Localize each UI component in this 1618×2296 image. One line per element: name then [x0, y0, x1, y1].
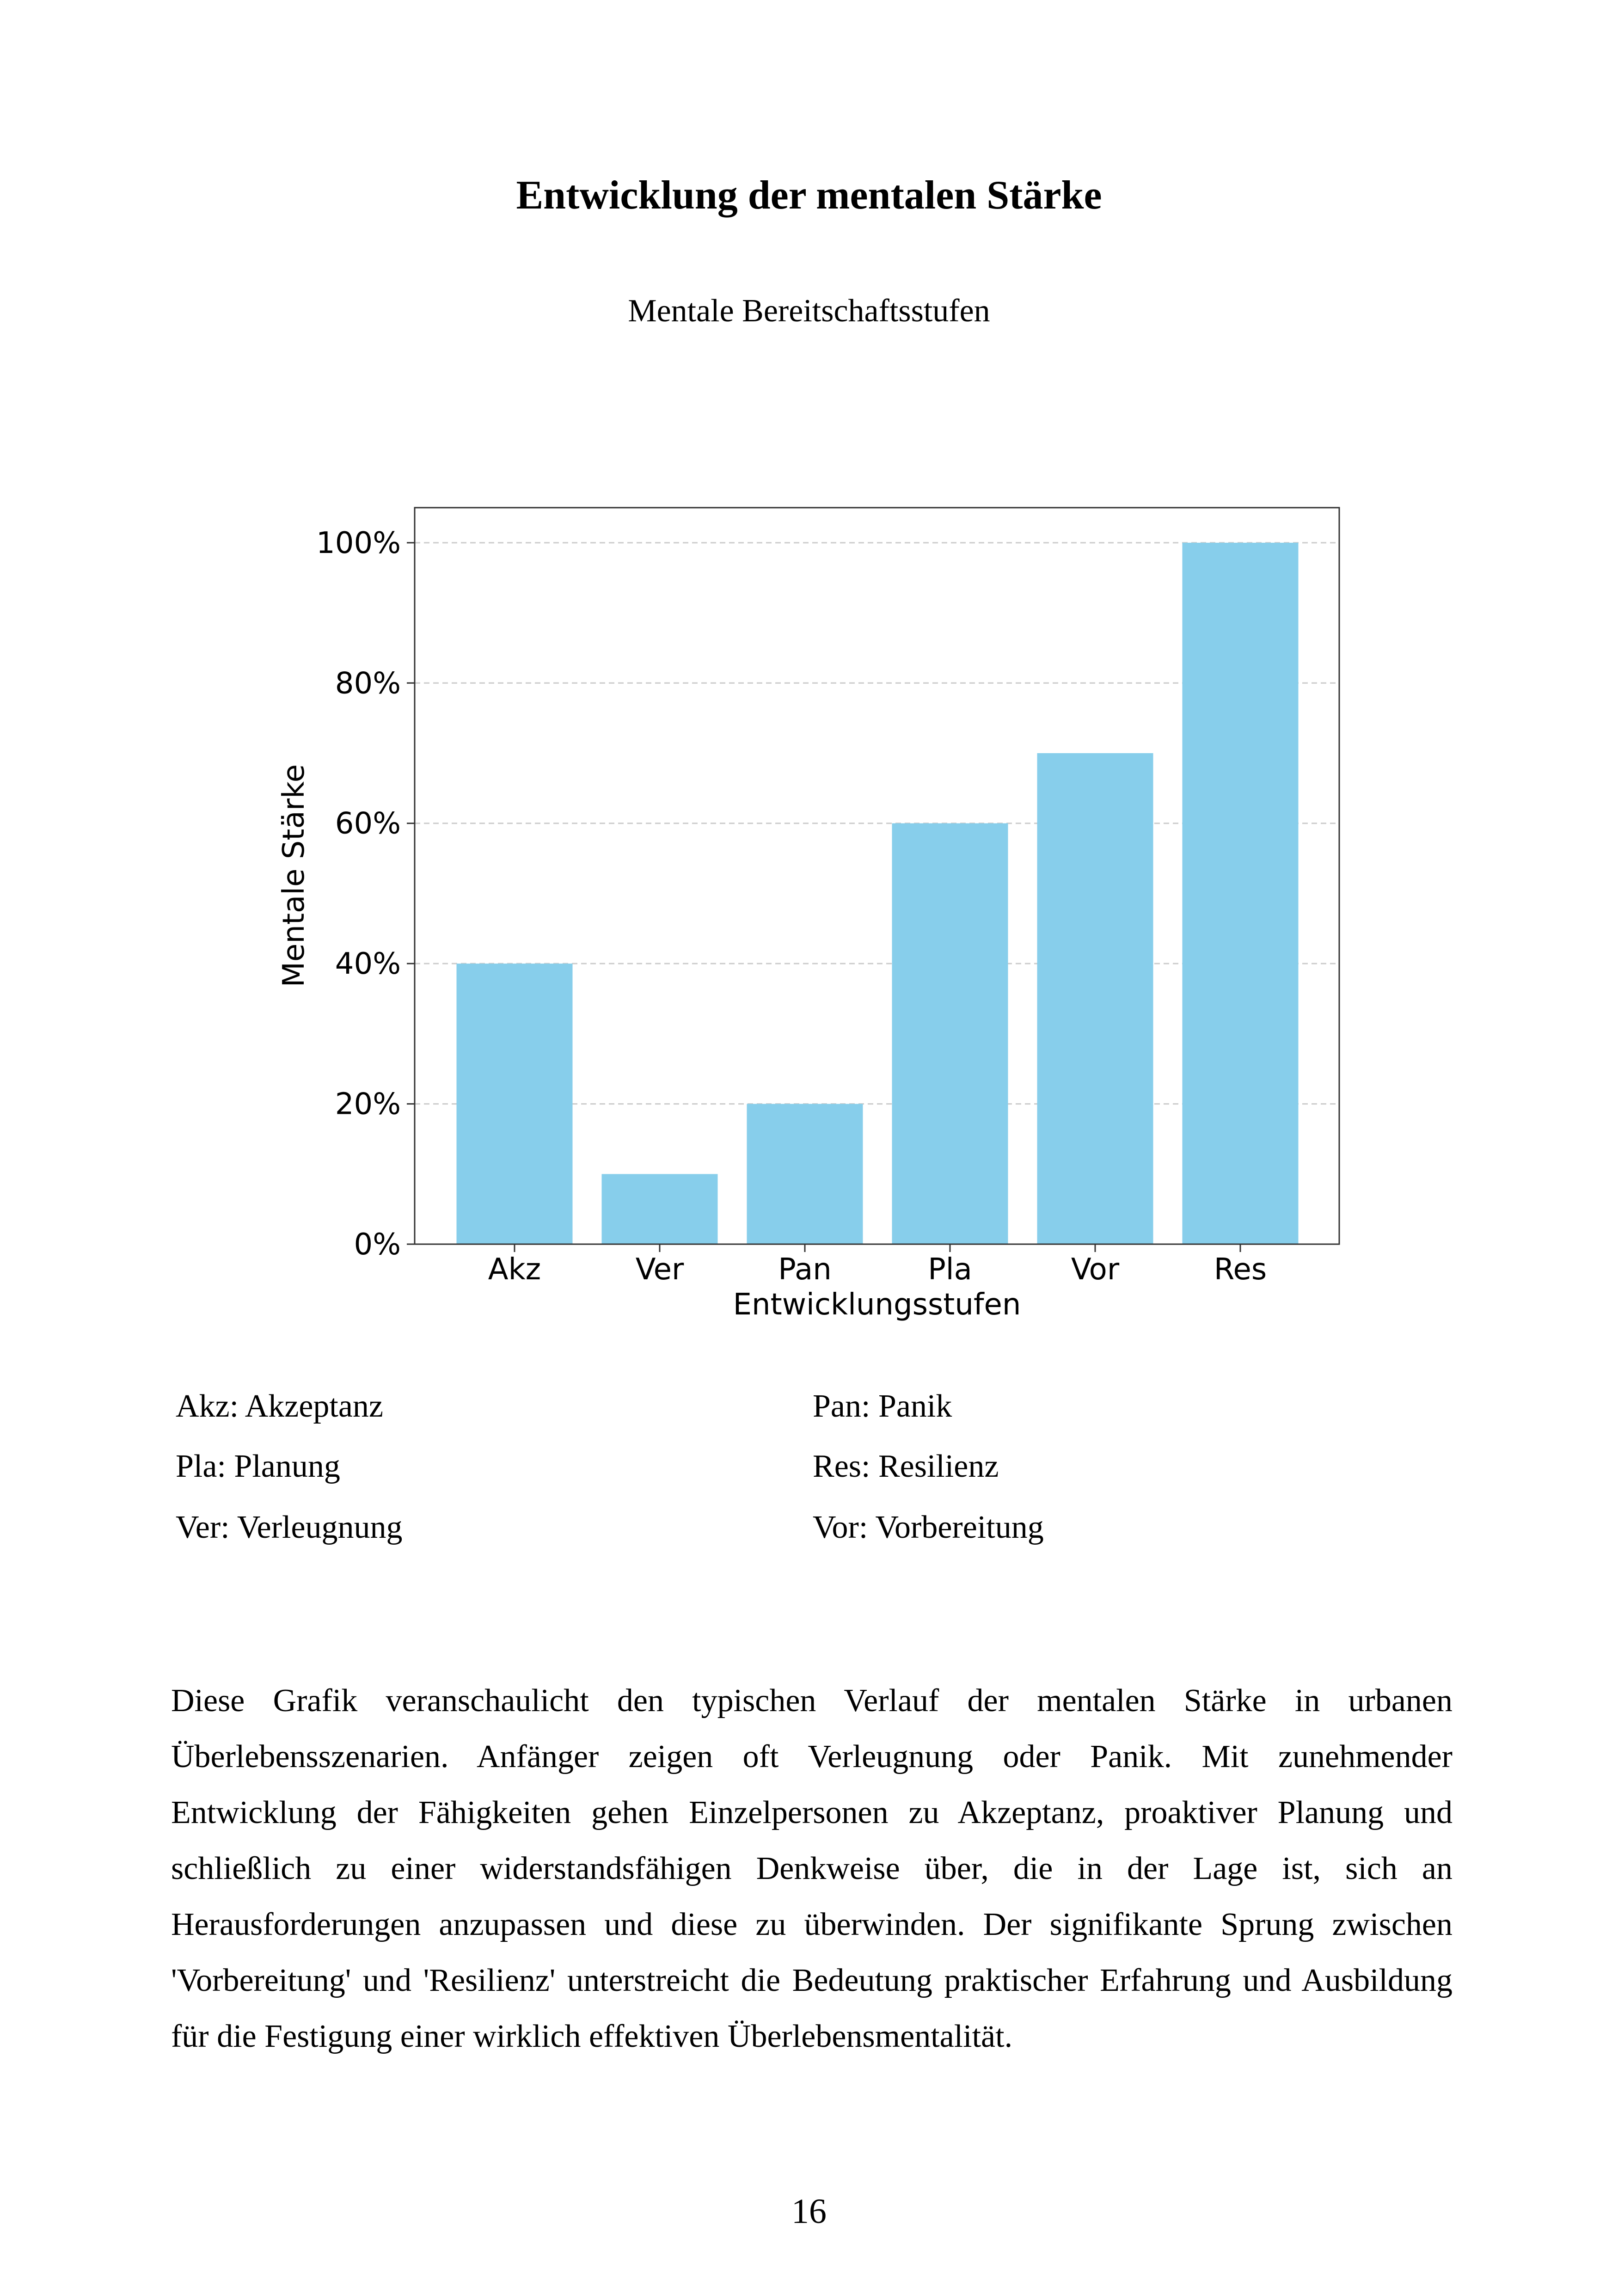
- legend-entry-ver: Ver: Verleugnung: [176, 1510, 403, 1545]
- y-tick-label: 80%: [335, 666, 401, 701]
- x-tick-label-akz: Akz: [488, 1252, 541, 1287]
- page-number: 16: [791, 2192, 827, 2231]
- y-tick-label: 40%: [335, 947, 401, 982]
- bar-pan: [747, 1104, 863, 1244]
- y-tick-label: 0%: [354, 1228, 401, 1262]
- page-title: Entwicklung der mentalen Stärke: [516, 173, 1102, 218]
- bars: [457, 543, 1299, 1244]
- bar-pla: [892, 823, 1008, 1244]
- legend-entry-pla: Pla: Planung: [176, 1449, 340, 1484]
- legend-entry-res: Res: Resilienz: [813, 1449, 999, 1484]
- y-tick-label: 60%: [335, 806, 401, 841]
- x-axis-label: Entwicklungsstufen: [733, 1288, 1021, 1322]
- bar-res: [1183, 543, 1299, 1244]
- y-tick-label: 100%: [316, 526, 401, 560]
- chart-subtitle: Mentale Bereitschaftsstufen: [628, 293, 990, 329]
- bar-ver: [602, 1174, 718, 1244]
- x-tick-label-ver: Ver: [635, 1252, 684, 1287]
- y-axis-label: Mentale Stärke: [277, 764, 311, 988]
- bar-akz: [457, 964, 573, 1244]
- bar-vor: [1037, 753, 1153, 1244]
- legend-entry-vor: Vor: Vorbereitung: [813, 1510, 1044, 1545]
- y-tick-label: 20%: [335, 1087, 401, 1122]
- description-paragraph: Diese Grafik veranschaulicht den typischen Verlauf der mentalen Stärke in urbanen Überlebensszenarien. Anfänger zeigen oft Verleugnung oder Panik. Mit zunehmender Entwicklung der Fähigkeiten gehen Einzelpersonen zu Akzeptanz, proaktiver Planung und schließlich zu einer widerstandsfähigen Denkweise über, die in der Lage ist, sich an Herausforderungen anzupassen und diese zu überwinden. Der signifikante Sprung zwischen 'Vorbereitung' und 'Resilienz' unterstreicht die Bedeutung praktischer Erfahrung und Ausbildung für die Festigung einer wirklich effektiven Überlebensmentalität.: [171, 1683, 1453, 2054]
- x-tick-label-vor: Vor: [1071, 1252, 1120, 1287]
- legend-entry-akz: Akz: Akzeptanz: [176, 1388, 383, 1424]
- x-tick-label-pan: Pan: [778, 1252, 832, 1287]
- legend-entry-pan: Pan: Panik: [813, 1388, 952, 1424]
- x-tick-label-res: Res: [1214, 1252, 1267, 1287]
- x-tick-label-pla: Pla: [928, 1252, 972, 1287]
